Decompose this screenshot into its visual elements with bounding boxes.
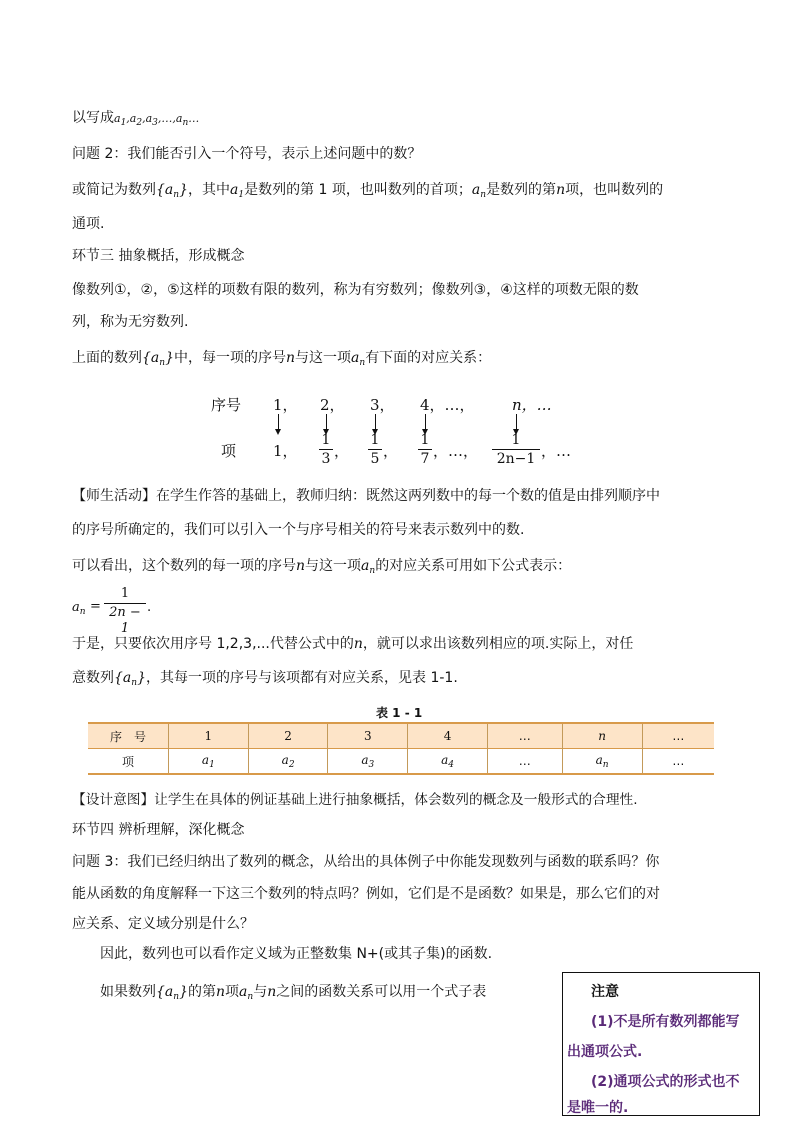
table-1-1: [88, 722, 714, 775]
arrow-2: [326, 414, 327, 432]
question-2: 问题 2：我们能否引入一个符号，表示上述问题中的数？: [72, 146, 422, 162]
note-line-2: 出通项公式.: [567, 1044, 643, 1060]
sequence-listing: $a_1,a_2,a_3,\dots,a_n\dots$: [114, 112, 200, 128]
question-3-line-1: 问题 3：我们已经归纳出了数列的概念，从给出的具体例子中你能发现数列与函数的联系吗？你: [72, 854, 660, 870]
section-3-heading: 环节三 抽象概括，形成概念: [72, 248, 245, 264]
table-caption: 表 1 - 1: [376, 706, 423, 720]
line-prefix: 以写成: [72, 110, 114, 126]
design-intent: 【设计意图】让学生在具体的例证基础上进行抽象概括，体会数列的概念及一般形式的合理性.: [72, 792, 638, 808]
term-row-label: 项: [221, 442, 237, 460]
term-fraction-general: 1 2n−1: [492, 432, 540, 467]
arrow-3: [375, 414, 376, 432]
activity-line-1: 【师生活动】在学生作答的基础上，教师归纳：既然这两列数中的每一个数的值是由排列顺序中: [72, 488, 660, 504]
term-fraction-7: 1 7: [418, 432, 432, 467]
term-fraction-3: 1 3: [319, 432, 333, 467]
seq-symbol: $\{a_n\}$: [156, 182, 188, 200]
substitute-line-1: 于是，只要依次用序号 1,2,3,...代替公式中的n，就可以求出该数列相应的项.实际上，对任: [72, 636, 634, 652]
note-line-1: (1)不是所有数列都能写: [591, 1014, 740, 1030]
arrow-1: [278, 414, 279, 432]
activity-line-2: 的序号所确定的，我们可以引入一个与序号相关的符号来表示数列中的数.: [72, 522, 525, 538]
notation-line: 或简记为数列$\{a_n\}$，其中$a_1$是数列的第 1 项，也叫数列的首项；$a_n$是数列的第n项，也叫数列的: [72, 182, 664, 200]
note-line-4: 是唯一的.: [567, 1100, 629, 1116]
note-line-3: (2)通项公式的形式也不: [591, 1074, 740, 1090]
index-1: 1，: [273, 396, 298, 414]
term-1: 1，: [273, 442, 298, 460]
seq-symbol: $\{a_n\}$: [156, 984, 188, 1002]
general-term-line: 如果数列$\{a_n\}$的第n项$a_n$与n之间的函数关系可以用一个式子表: [100, 984, 487, 1002]
question-3-line-3: 应关系、定义域分别是什么？: [72, 916, 254, 932]
note-box: [562, 972, 760, 1116]
notation-line-2: 通项.: [72, 216, 105, 232]
index-2: 2，: [320, 396, 345, 414]
an-symbol: $a_n$: [361, 558, 376, 576]
formula-intro: 可以看出，这个数列的每一项的序号n与这一项$a_n$的对应关系可用如下公式表示：: [72, 558, 572, 576]
seq-symbol: $\{a_n\}$: [114, 670, 146, 688]
arrow-n: [516, 414, 517, 432]
section-4-heading: 环节四 辨析理解，深化概念: [72, 822, 245, 838]
seq-symbol: $\{a_n\}$: [142, 350, 174, 368]
finite-seq-line-1: 像数列①，②，⑤这样的项数有限的数列，称为有穷数列；像数列③，④这样的项数无限的数: [72, 282, 639, 298]
mapping-intro: 上面的数列$\{a_n\}$中，每一项的序号n与这一项$a_n$有下面的对应关系：: [72, 350, 492, 368]
index-3: 3，: [370, 396, 395, 414]
general-term-symbol: $a_n$: [471, 182, 487, 200]
first-term-symbol: $a_1$: [230, 182, 245, 200]
sequence-written-line: [72, 108, 199, 133]
table-row-index: 序 号 1 2 3 4 … n …: [88, 723, 714, 749]
index-4: 4，…，: [420, 396, 475, 414]
an-symbol: $a_n$: [239, 984, 254, 1002]
finite-seq-line-2: 列，称为无穷数列.: [72, 314, 189, 330]
term-fraction-5: 1 5: [368, 432, 382, 467]
index-row-label: 序号: [211, 396, 242, 414]
question-3-line-2: 能从函数的角度解释一下这三个数列的特点吗？例如，它们是不是函数？如果是，那么它们的对: [72, 886, 660, 902]
arrow-4: [425, 414, 426, 432]
substitute-line-2: 意数列$\{a_n\}$，其每一项的序号与该项都有对应关系，见表 1-1.: [72, 670, 458, 688]
note-title: 注意: [591, 984, 619, 1000]
conclusion: 因此，数列也可以看作定义域为正整数集 N+(或其子集)的函数.: [100, 946, 493, 962]
an-symbol: $a_n$: [351, 350, 366, 368]
table-row-term: 项 $a_1$ $a_2$ $a_3$ $a_4$ … $a_n$ …: [88, 749, 714, 775]
index-n: n，…: [512, 396, 552, 414]
